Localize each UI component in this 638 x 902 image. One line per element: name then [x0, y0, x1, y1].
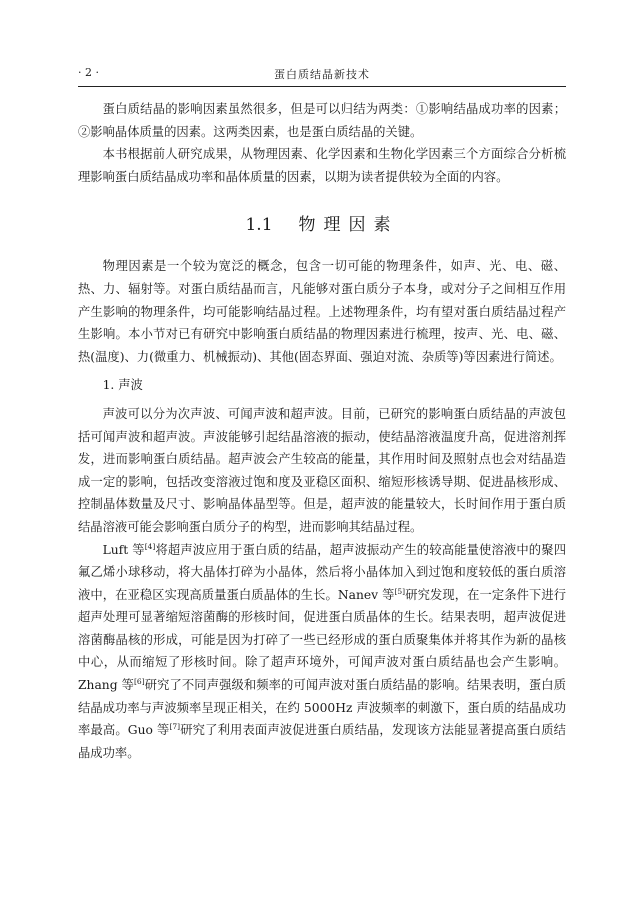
page-body — [78, 98, 566, 764]
subsection-paragraph-2 — [78, 539, 566, 765]
citation-ref-4[interactable]: [4] — [144, 541, 156, 551]
text-segment: 研究了不同声强级和频率的可闻声波对蛋白质结晶的影响。结果表明，蛋白质结晶成功率与声波频率呈现正相关，在约 5000Hz 声波频率的刺激下，蛋白质的结晶成功率最高。Guo 等 — [78, 678, 566, 738]
section-name: 物理因素 — [298, 215, 399, 236]
text-segment: 将超声波应用于蛋白质的结晶，超声波振动产生的较高能量使溶液中的聚四氟乙烯小球移动，将大晶体打碎为小晶体，然后将小晶体加入到过饱和度较低的蛋白质溶液中，在亚稳区实现高质量蛋白质晶体的生长。Nanev 等 — [78, 542, 566, 602]
page-number: · 2 · — [78, 66, 99, 79]
intro-paragraph-2: 本书根据前人研究成果，从物理因素、化学因素和生物化学因素三个方面综合分析梳理影响蛋白质结晶成功率和晶体质量的因素，以期为读者提供较为全面的内容。 — [78, 147, 566, 184]
text-segment: Luft 等 — [102, 542, 145, 557]
intro-paragraph-1: 蛋白质结晶的影响因素虽然很多，但是可以归结为两类：①影响结晶成功率的因素；②影响晶体质量的因素。这两类因素，也是蛋白质结晶的关键。 — [78, 102, 566, 139]
section-paragraph-1: 物理因素是一个较为宽泛的概念，包含一切可能的物理条件，如声、光、电、磁、热、力、辐射等。对蛋白质结晶而言，凡能够对蛋白质分子本身，或对分子之间相互作用产生影响的物理条件，均可能影响结晶过程。上述物理条件，均有望对蛋白质结晶过程产生影响。本小节对已有研究中影响蛋白质结晶的物理因素进行梳理，按声、光、电、磁、热(温度)、力(微重力、机械振动)、其他(固态界面、强迫对流、杂质等)等因素进行简述。 — [78, 259, 566, 364]
section-number: 1.1 — [245, 215, 273, 236]
running-title: 蛋白质结晶新技术 — [274, 68, 370, 81]
citation-ref-6[interactable]: [6] — [134, 676, 145, 686]
page-header — [78, 64, 566, 87]
subsection-paragraph-1: 声波可以分为次声波、可闻声波和超声波。目前，已研究的影响蛋白质结晶的声波包括可闻声波和超声波。声波能够引起结晶溶液的振动，使结晶溶液温度升高，促进溶剂挥发，进而影响蛋白质结晶。超声波会产生较高的能量，其作用时间及照射点也会对结晶造成一定的影响，包括改变溶液过饱和度及亚稳区面积、缩短形核诱导期、促进晶核形成、控制晶体数量及尺寸、影响晶体晶型等。但是，超声波的能量较大，长时间作用于蛋白质结晶溶液可能会影响蛋白质分子的构型，进而影响其结晶过程。 — [78, 406, 566, 534]
section-title — [78, 210, 566, 235]
subsection-heading: 1. 声波 — [102, 378, 143, 393]
text-segment: 研究发现，在一定条件下进行超声处理可显著缩短溶菌酶的形核时间，促进蛋白质晶体的生长。结果表明，超声波促进溶菌酶晶核的形成，可能是因为打碎了一些已经形成的蛋白质聚集体并将其作为新的晶核中心，从而缩短了形核时间。除了超声环境外，可闻声波对蛋白质结晶也会产生影响。Zhang 等 — [78, 587, 566, 693]
citation-ref-7[interactable]: [7] — [169, 722, 181, 732]
text-segment: 研究了利用表面声波促进蛋白质结晶，发现该方法能显著提高蛋白质结晶成功率。 — [78, 723, 566, 760]
citation-ref-5[interactable]: [5] — [394, 586, 406, 596]
